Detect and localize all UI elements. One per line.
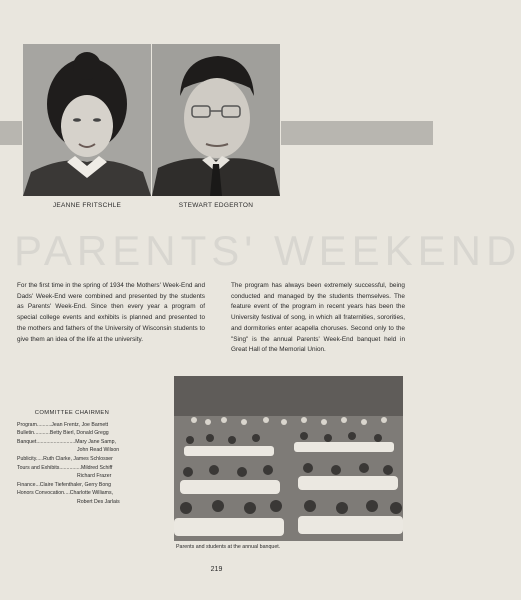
committee-row: Finance...Claire Tiefenthaler, Gerry Bong — [17, 481, 111, 488]
gray-band-left — [0, 121, 22, 145]
banquet-photo — [174, 376, 403, 541]
page-title: PARENTS' WEEKEND — [14, 227, 521, 274]
portrait-caption-left: JEANNE FRITSCHLE — [52, 202, 122, 209]
committee-row: Robert Des Jarlais — [77, 498, 120, 505]
portrait-stewart-edgerton — [152, 44, 280, 196]
committee-row: Tours and Exhibits...............Mildred Schiff — [17, 464, 113, 471]
committee-row: Program..........Jean Frentz, Joe Barnett — [17, 421, 109, 428]
committee-row: Honors Convocation....Charlotte Williams, — [17, 490, 114, 497]
committee-heading: COMMITTEE CHAIRMEN — [34, 410, 110, 416]
body-text-left: For the first time in the spring of 1934 the Mothers' Week-End and Dads' Week-End were combined and presented by the students as Parents' Week-End. Since then every year a program of special college events and exhibits is planned and presented to the mothers and fathers of the University of Wisconsin students to give them an idea of the life at the university. — [17, 282, 205, 343]
committee-row: John Read Wilson — [77, 447, 120, 454]
portrait-caption-right: STEWART EDGERTON — [178, 202, 254, 209]
page-number: 219 — [210, 566, 223, 573]
committee-row: Bulletin...........Betty Bierl, Donald Gregg — [17, 430, 109, 437]
gray-band-right — [281, 121, 433, 145]
banquet-photo-caption: Parents and students at the annual banquet. — [176, 544, 281, 550]
committee-chairmen-list — [17, 409, 167, 507]
body-text-right: The program has always been extremely successful, being conducted and managed by the students themselves. The feature event of the program in recent years has been the University festival of song, in which all fraternities, sororities, and dormitories enter acapella choruses. Second only to the "Sing" is the annual Parents' Week-End banquet held in Great Hall of the Memorial Union. — [231, 282, 405, 354]
committee-row: Richard Frazer — [77, 473, 112, 480]
committee-row: Publicity.....Ruth Clarke, James Schlosser — [17, 455, 113, 462]
portrait-jeanne-fritschle — [23, 44, 151, 196]
committee-row: Banquet...........................Mary Jane Samp, — [17, 438, 116, 445]
